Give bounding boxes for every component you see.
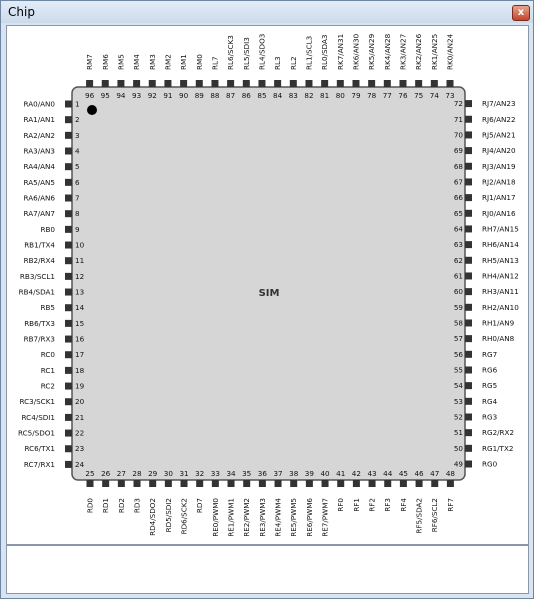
pin-94[interactable] <box>117 80 124 87</box>
pin-40[interactable] <box>322 480 329 487</box>
pin-number-28: 28 <box>132 469 142 478</box>
pin-92[interactable] <box>149 80 156 87</box>
pin-89[interactable] <box>196 80 203 87</box>
pin-number-88: 88 <box>210 91 220 100</box>
pin-number-47: 47 <box>430 469 440 478</box>
pin-88[interactable] <box>211 80 218 87</box>
pin-10[interactable] <box>65 242 72 249</box>
window-title: Chip <box>8 5 35 19</box>
pin-number-3: 3 <box>75 130 80 140</box>
pin-number-43: 43 <box>367 469 377 478</box>
pin-33[interactable] <box>212 480 219 487</box>
pin-number-24: 24 <box>75 459 85 469</box>
pin-label-85: RL4/SDO3 <box>257 33 267 70</box>
pin-label-20: RC3/SCK1 <box>19 397 55 407</box>
pin-label-1: RA0/AN0 <box>23 99 55 109</box>
pin-85[interactable] <box>258 80 265 87</box>
pin-56[interactable] <box>465 351 472 358</box>
pin-label-65: RJ0/AN16 <box>482 208 516 218</box>
pin-46[interactable] <box>416 480 423 487</box>
pin-52[interactable] <box>465 413 472 420</box>
pin-number-53: 53 <box>453 396 463 406</box>
pin-63[interactable] <box>465 241 472 248</box>
pin-number-46: 46 <box>414 469 424 478</box>
pin-number-17: 17 <box>75 350 85 360</box>
pin-label-38: RE5/PWM5 <box>289 498 299 537</box>
pin-67[interactable] <box>465 178 472 185</box>
pin-32[interactable] <box>196 480 203 487</box>
pin-number-59: 59 <box>453 302 463 312</box>
pin-6[interactable] <box>65 179 72 186</box>
pin-number-72: 72 <box>453 99 463 109</box>
pin-9[interactable] <box>65 226 72 233</box>
pin-number-86: 86 <box>241 91 251 100</box>
pin-number-60: 60 <box>453 287 463 297</box>
pin-label-14: RB5 <box>40 303 55 313</box>
chip-body <box>72 87 465 480</box>
pin-77[interactable] <box>384 80 391 87</box>
status-panel <box>6 545 529 594</box>
pin-22[interactable] <box>65 430 72 437</box>
pin-label-67: RJ2/AN18 <box>482 177 516 187</box>
pin-number-92: 92 <box>147 91 157 100</box>
pin-label-50: RG1/TX2 <box>482 443 514 453</box>
pin-83[interactable] <box>290 80 297 87</box>
pin-86[interactable] <box>243 80 250 87</box>
pin-number-42: 42 <box>351 469 361 478</box>
pin-39[interactable] <box>306 480 313 487</box>
pin-label-89: RM0 <box>194 54 204 70</box>
pin-31[interactable] <box>181 480 188 487</box>
pin-label-75: RK2/AN26 <box>414 33 424 70</box>
pin-label-8: RA7/AN7 <box>23 209 55 219</box>
pin-45[interactable] <box>400 480 407 487</box>
pin-54[interactable] <box>465 382 472 389</box>
pin-73[interactable] <box>447 80 454 87</box>
pin-number-81: 81 <box>320 91 330 100</box>
pin-number-40: 40 <box>320 469 330 478</box>
pin-number-29: 29 <box>148 469 158 478</box>
pin-label-12: RB3/SCL1 <box>19 271 55 281</box>
pin-7[interactable] <box>65 195 72 202</box>
pin-66[interactable] <box>465 194 472 201</box>
pin-number-54: 54 <box>453 381 463 391</box>
pin-24[interactable] <box>65 461 72 468</box>
pin-number-66: 66 <box>453 193 463 203</box>
pin-number-76: 76 <box>398 91 408 100</box>
pin-label-30: RD5/SDI2 <box>163 498 173 533</box>
pin-number-9: 9 <box>75 224 80 234</box>
pin-55[interactable] <box>465 366 472 373</box>
pin-number-89: 89 <box>194 91 204 100</box>
pin-72[interactable] <box>465 100 472 107</box>
pin-number-8: 8 <box>75 209 80 219</box>
pin-number-80: 80 <box>335 91 345 100</box>
pin-label-11: RB2/RX4 <box>23 256 55 266</box>
pin-number-68: 68 <box>453 161 463 171</box>
pin-label-77: RK4/AN28 <box>382 33 392 70</box>
pin-label-66: RJ1/AN17 <box>482 193 516 203</box>
pin-number-77: 77 <box>382 91 392 100</box>
pin-label-5: RA4/AN4 <box>23 162 55 172</box>
pin-70[interactable] <box>465 131 472 138</box>
pin-label-88: RL7 <box>210 56 220 70</box>
pin-15[interactable] <box>65 320 72 327</box>
pin-41[interactable] <box>337 480 344 487</box>
pin-91[interactable] <box>164 80 171 87</box>
pin-label-62: RH5/AN13 <box>482 255 519 265</box>
pin-number-61: 61 <box>453 271 463 281</box>
chip-diagram <box>7 26 528 544</box>
pin-71[interactable] <box>465 116 472 123</box>
pin-label-76: RK3/AN27 <box>398 33 408 70</box>
pin-number-45: 45 <box>398 469 408 478</box>
pin-label-58: RH1/AN9 <box>482 318 515 328</box>
pin-48[interactable] <box>447 480 454 487</box>
pin-label-87: RL6/SCK3 <box>226 35 236 70</box>
pin-label-2: RA1/AN1 <box>23 115 55 125</box>
pin-number-12: 12 <box>75 271 85 281</box>
pin-label-96: RM7 <box>85 54 95 70</box>
pin-label-63: RH6/AN14 <box>482 240 519 250</box>
pin-number-51: 51 <box>453 428 463 438</box>
pin-label-51: RG2/RX2 <box>482 428 515 438</box>
pin-number-73: 73 <box>445 91 455 100</box>
pin-label-17: RC0 <box>40 350 55 360</box>
pin-96[interactable] <box>86 80 93 87</box>
pin-label-92: RM3 <box>147 54 157 70</box>
pin-number-58: 58 <box>453 318 463 328</box>
pin-label-64: RH7/AN15 <box>482 224 519 234</box>
pin-label-18: RC1 <box>40 365 55 375</box>
pin-11[interactable] <box>65 257 72 264</box>
pin-93[interactable] <box>133 80 140 87</box>
pin-number-30: 30 <box>163 469 173 478</box>
pin-23[interactable] <box>65 445 72 452</box>
pin-label-53: RG4 <box>482 396 498 406</box>
pin-53[interactable] <box>465 398 472 405</box>
pin-62[interactable] <box>465 257 472 264</box>
pin-number-25: 25 <box>85 469 95 478</box>
pin-label-78: RK5/AN29 <box>367 33 377 70</box>
pin-label-15: RB6/TX3 <box>24 318 55 328</box>
pin-number-19: 19 <box>75 381 85 391</box>
pin-79[interactable] <box>352 80 359 87</box>
pin-label-86: RL5/SDI3 <box>241 37 251 70</box>
pin-number-55: 55 <box>453 365 463 375</box>
pin-number-64: 64 <box>453 224 463 234</box>
pin-label-10: RB1/TX4 <box>24 240 55 250</box>
pin-label-28: RD3 <box>132 498 142 514</box>
pin-label-9: RB0 <box>40 224 55 234</box>
pin-65[interactable] <box>465 210 472 217</box>
pin-label-56: RG7 <box>482 349 498 359</box>
pin-number-96: 96 <box>85 91 95 100</box>
pin-label-90: RM1 <box>179 54 189 70</box>
pin-label-70: RJ5/AN21 <box>482 130 516 140</box>
title-bar[interactable] <box>1 1 533 23</box>
pin-number-20: 20 <box>75 397 85 407</box>
pin-74[interactable] <box>431 80 438 87</box>
pin-number-82: 82 <box>304 91 314 100</box>
pin-68[interactable] <box>465 163 472 170</box>
pin-number-15: 15 <box>75 318 85 328</box>
pin-75[interactable] <box>415 80 422 87</box>
pin-number-70: 70 <box>453 130 463 140</box>
pin-label-39: RE6/PWM6 <box>304 498 314 537</box>
pin-label-22: RC5/SDO1 <box>18 428 55 438</box>
pin-number-1: 1 <box>75 99 80 109</box>
pin-label-95: RM6 <box>100 54 110 70</box>
pin-number-22: 22 <box>75 428 85 438</box>
pin-number-65: 65 <box>453 208 463 218</box>
pin-label-52: RG3 <box>482 412 498 422</box>
pin-number-78: 78 <box>367 91 377 100</box>
pin-number-67: 67 <box>453 177 463 187</box>
pin-14[interactable] <box>65 304 72 311</box>
pin-number-90: 90 <box>179 91 189 100</box>
pin-number-21: 21 <box>75 412 85 422</box>
pin-90[interactable] <box>180 80 187 87</box>
pin-number-13: 13 <box>75 287 85 297</box>
pin-number-85: 85 <box>257 91 267 100</box>
pin-label-71: RJ6/AN22 <box>482 114 516 124</box>
pin-number-74: 74 <box>429 91 439 100</box>
pin-3[interactable] <box>65 132 72 139</box>
pin-label-16: RB7/RX3 <box>23 334 55 344</box>
pin-29[interactable] <box>149 480 156 487</box>
pin-label-79: RK6/AN30 <box>351 33 361 70</box>
pin-number-14: 14 <box>75 303 85 313</box>
pin-34[interactable] <box>228 480 235 487</box>
pin-label-59: RH2/AN10 <box>482 302 519 312</box>
pin-8[interactable] <box>65 210 72 217</box>
pin-number-11: 11 <box>75 256 85 266</box>
pin-label-4: RA3/AN3 <box>23 146 55 156</box>
pin-label-42: RF1 <box>351 498 361 512</box>
pin-18[interactable] <box>65 367 72 374</box>
pin-label-69: RJ4/AN20 <box>482 146 516 156</box>
pin-label-80: RK7/AN31 <box>335 33 345 70</box>
pin-number-56: 56 <box>453 349 463 359</box>
pin-number-79: 79 <box>351 91 361 100</box>
pin-label-29: RD4/SDO2 <box>148 498 158 536</box>
pin-number-87: 87 <box>226 91 236 100</box>
pin-label-46: RF5/SDA2 <box>414 498 424 534</box>
pin-35[interactable] <box>243 480 250 487</box>
pin-label-45: RF4 <box>398 498 408 512</box>
pin-label-6: RA5/AN5 <box>23 177 55 187</box>
pin-label-41: RF0 <box>336 498 346 512</box>
close-button[interactable] <box>512 5 530 21</box>
pin-label-44: RF3 <box>383 498 393 512</box>
pin-label-26: RD1 <box>101 498 111 514</box>
pin-51[interactable] <box>465 429 472 436</box>
close-icon: x <box>517 7 525 18</box>
pin-number-34: 34 <box>226 469 236 478</box>
pin-37[interactable] <box>275 480 282 487</box>
pin-label-19: RC2 <box>40 381 55 391</box>
pin-label-23: RC6/TX1 <box>24 444 55 454</box>
pin-number-31: 31 <box>179 469 189 478</box>
pin-number-91: 91 <box>163 91 173 100</box>
chip-canvas <box>6 25 529 545</box>
pin-number-39: 39 <box>304 469 314 478</box>
pin-26[interactable] <box>102 480 109 487</box>
pin-30[interactable] <box>165 480 172 487</box>
pin-label-31: RD6/SCK2 <box>179 498 189 535</box>
pin-label-61: RH4/AN12 <box>482 271 519 281</box>
pin-label-81: RL0/SDA3 <box>320 34 330 70</box>
pin-number-32: 32 <box>195 469 205 478</box>
pin-1[interactable] <box>65 101 72 108</box>
pin-number-27: 27 <box>116 469 126 478</box>
pin-label-83: RL2 <box>288 56 298 70</box>
pin-label-82: RL1/SCL3 <box>304 35 314 70</box>
pin-16[interactable] <box>65 336 72 343</box>
pin-label-47: RF6/SCL2 <box>430 498 440 533</box>
pin-59[interactable] <box>465 304 472 311</box>
pin-47[interactable] <box>431 480 438 487</box>
pin-76[interactable] <box>399 80 406 87</box>
pin-82[interactable] <box>305 80 312 87</box>
pin-number-50: 50 <box>453 443 463 453</box>
pin-number-4: 4 <box>75 146 80 156</box>
pin-58[interactable] <box>465 319 472 326</box>
pin-label-40: RE7/PWM7 <box>320 498 330 537</box>
pin-number-2: 2 <box>75 115 80 125</box>
pin-label-37: RE4/PWM4 <box>273 498 283 537</box>
pin-42[interactable] <box>353 480 360 487</box>
pin-57[interactable] <box>465 335 472 342</box>
pin-44[interactable] <box>384 480 391 487</box>
pin-number-93: 93 <box>132 91 142 100</box>
pin-label-13: RB4/SDA1 <box>18 287 55 297</box>
pin-number-33: 33 <box>210 469 220 478</box>
pin-43[interactable] <box>369 480 376 487</box>
pin-5[interactable] <box>65 163 72 170</box>
pin-number-41: 41 <box>336 469 346 478</box>
pin-64[interactable] <box>465 225 472 232</box>
pin-label-21: RC4/SDI1 <box>21 412 55 422</box>
pin-label-68: RJ3/AN19 <box>482 161 516 171</box>
pin-label-34: RE1/PWM1 <box>226 498 236 537</box>
pin-number-83: 83 <box>288 91 298 100</box>
pin-label-91: RM2 <box>163 54 173 70</box>
pin-number-63: 63 <box>453 240 463 250</box>
pin-label-74: RK1/AN25 <box>429 33 439 70</box>
pin1-marker <box>87 105 97 115</box>
pin-80[interactable] <box>337 80 344 87</box>
chip-label: SIM <box>258 288 280 299</box>
pin-number-69: 69 <box>453 146 463 156</box>
pin-number-18: 18 <box>75 365 85 375</box>
pin-label-94: RM5 <box>116 54 126 70</box>
pin-95[interactable] <box>102 80 109 87</box>
pin-number-57: 57 <box>453 334 463 344</box>
pin-number-5: 5 <box>75 162 80 172</box>
pin-number-10: 10 <box>75 240 85 250</box>
pin-number-26: 26 <box>101 469 111 478</box>
pin-78[interactable] <box>368 80 375 87</box>
pin-2[interactable] <box>65 116 72 123</box>
pin-label-35: RE2/PWM2 <box>242 498 252 537</box>
pin-label-54: RG5 <box>482 381 498 391</box>
pin-label-24: RC7/RX1 <box>23 459 55 469</box>
pin-number-7: 7 <box>75 193 80 203</box>
pin-49[interactable] <box>465 461 472 468</box>
pin-number-49: 49 <box>453 459 463 469</box>
pin-label-3: RA2/AN2 <box>23 130 55 140</box>
pin-label-36: RE3/PWM3 <box>257 498 267 537</box>
pin-label-72: RJ7/AN23 <box>482 99 516 109</box>
pin-label-93: RM4 <box>132 54 142 70</box>
pin-label-60: RH3/AN11 <box>482 287 519 297</box>
pin-number-36: 36 <box>257 469 267 478</box>
pin-number-38: 38 <box>289 469 299 478</box>
pin-60[interactable] <box>465 288 472 295</box>
pin-number-44: 44 <box>383 469 393 478</box>
pin-38[interactable] <box>290 480 297 487</box>
pin-4[interactable] <box>65 148 72 155</box>
pin-label-32: RD7 <box>195 498 205 514</box>
pin-87[interactable] <box>227 80 234 87</box>
pin-61[interactable] <box>465 272 472 279</box>
pin-20[interactable] <box>65 398 72 405</box>
pin-number-71: 71 <box>453 114 463 124</box>
pin-number-35: 35 <box>242 469 252 478</box>
pin-27[interactable] <box>118 480 125 487</box>
pin-label-7: RA6/AN6 <box>23 193 55 203</box>
pin-number-52: 52 <box>453 412 463 422</box>
pin-number-95: 95 <box>100 91 110 100</box>
pin-label-57: RH0/AN8 <box>482 334 515 344</box>
pin-12[interactable] <box>65 273 72 280</box>
pin-number-16: 16 <box>75 334 85 344</box>
pin-81[interactable] <box>321 80 328 87</box>
pin-13[interactable] <box>65 289 72 296</box>
pin-label-73: RK0/AN24 <box>445 33 455 70</box>
pin-19[interactable] <box>65 383 72 390</box>
pin-25[interactable] <box>87 480 94 487</box>
pin-number-75: 75 <box>414 91 424 100</box>
pin-17[interactable] <box>65 351 72 358</box>
pin-number-94: 94 <box>116 91 126 100</box>
pin-number-84: 84 <box>273 91 283 100</box>
pin-50[interactable] <box>465 445 472 452</box>
pin-number-62: 62 <box>453 255 463 265</box>
pin-number-37: 37 <box>273 469 283 478</box>
pin-label-48: RF7 <box>445 498 455 512</box>
pin-number-6: 6 <box>75 177 80 187</box>
pin-label-43: RF2 <box>367 498 377 512</box>
pin-label-33: RE0/PWM0 <box>210 498 220 537</box>
pin-number-48: 48 <box>445 469 455 478</box>
pin-number-23: 23 <box>75 444 85 454</box>
pin-84[interactable] <box>274 80 281 87</box>
pin-69[interactable] <box>465 147 472 154</box>
pin-28[interactable] <box>134 480 141 487</box>
pin-label-25: RD0 <box>85 498 95 514</box>
pin-label-84: RL3 <box>273 56 283 70</box>
pin-label-55: RG6 <box>482 365 498 375</box>
pin-label-49: RG0 <box>482 459 498 469</box>
pin-21[interactable] <box>65 414 72 421</box>
pin-36[interactable] <box>259 480 266 487</box>
pin-label-27: RD2 <box>116 498 126 514</box>
